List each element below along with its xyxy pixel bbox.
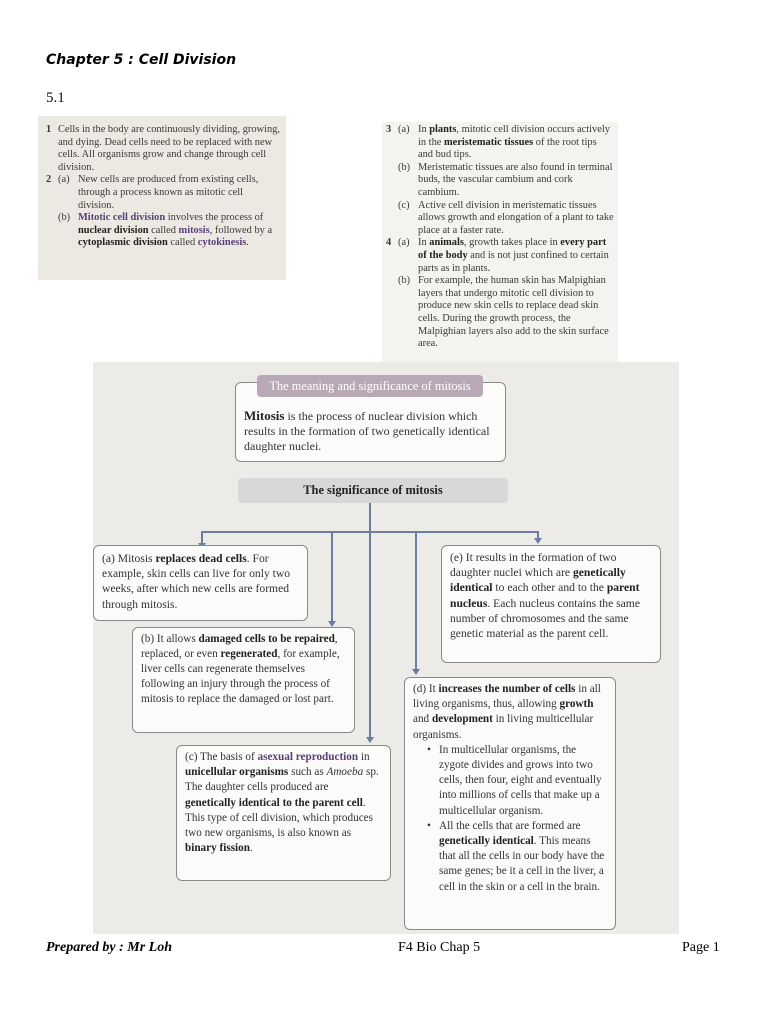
footer-page-number: Page 1	[682, 940, 720, 955]
connector-bar	[201, 531, 539, 533]
box-label: (c)	[185, 751, 198, 763]
box-label: (d)	[413, 683, 427, 695]
significance-box-b: (b) It allows damaged cells to be repaired, replaced, or even regenerated, for example, liver cells can regenerate themselves following an injury through the process of mitosis to replace the damaged or lost part.	[132, 627, 355, 733]
connector-d	[415, 531, 417, 671]
notes-left-panel	[38, 116, 286, 280]
chapter-title: Chapter 5 : Cell Division	[46, 52, 237, 68]
note-3b	[386, 162, 614, 200]
significance-box-e: (e) It results in the formation of two daughter nuclei which are genetically identical to each other and to the parent nucleus. Each nucleus contains the same number of chromosomes and the same genetic material as the parent cell.	[441, 545, 661, 663]
note-text: Meristematic tissues are also found in terminal buds, the vascular cambium and cork cambium.	[418, 161, 613, 198]
notes-right-panel	[382, 122, 618, 364]
note-text: In animals, growth takes place in every part of the body and is not just confined to certain parts as in plants.	[418, 237, 609, 274]
section-number: 5.1	[46, 90, 65, 106]
box-d-bullet-2: • All the cells that are formed are genetically identical. This means that all the cells in our body have the same genes; be it a cell in the liver, a cell in the skin or a cell in the brain.	[427, 819, 605, 893]
box-label: (e)	[450, 551, 463, 564]
note-4b	[386, 275, 614, 351]
note-sub-label: (a)	[58, 174, 70, 186]
box-label: (b)	[141, 633, 155, 645]
note-text: Cells in the body are continuously dividing, growing, and dying. Dead cells need to be replaced with new cells. All organisms grow and change through cell division.	[58, 124, 280, 173]
note-3a	[386, 124, 614, 162]
note-number: 4	[386, 237, 392, 249]
box-d-intro: (d) It increases the number of cells in all living organisms, thus, allowing growth and development in living multicellular organisms.	[413, 683, 601, 741]
note-text: In plants, mitotic cell division occurs actively in the meristematic tissues of the root tips and bud tips.	[418, 124, 610, 161]
note-sub-label: (b)	[398, 161, 411, 173]
note-2a	[46, 174, 280, 212]
significance-box-c: (c) The basis of asexual reproduction in unicellular organisms such as Amoeba sp. The daughter cells produced are genetically identical to the parent cell. This type of cell division, which produces two new organisms, is also known as binary fission.	[176, 745, 391, 881]
note-3c	[386, 200, 614, 238]
note-sub-label: (b)	[398, 275, 411, 287]
note-sub-label: (c)	[398, 199, 410, 211]
note-sub-label: (a)	[398, 237, 410, 249]
note-number: 1	[46, 124, 52, 135]
note-4a	[386, 237, 614, 275]
footer-course: F4 Bio Chap 5	[398, 940, 481, 955]
arrow-d	[412, 669, 420, 675]
note-number: 2	[46, 174, 52, 186]
footer-prepared-by: Prepared by : Mr Loh	[46, 940, 172, 955]
connector-trunk	[369, 503, 371, 739]
arrow-c	[366, 737, 374, 743]
significance-header: The significance of mitosis	[238, 478, 508, 503]
meaning-header: The meaning and significance of mitosis	[257, 375, 483, 397]
connector-b	[331, 531, 333, 623]
note-text: New cells are produced from existing cells, through a process known as mitotic cell division.	[78, 174, 259, 211]
note-1	[46, 124, 280, 174]
note-text: Mitotic cell division involves the process of nuclear division called mitosis, followed by a cytoplasmic division called cytokinesis.	[78, 212, 273, 249]
significance-box-d	[404, 677, 616, 930]
arrow-e	[534, 538, 542, 544]
significance-box-a: (a) Mitosis replaces dead cells. For example, skin cells can live for only two weeks, after which new cells are formed through mitosis.	[93, 545, 308, 621]
note-sub-label: (a)	[398, 124, 410, 135]
box-label: (a)	[102, 552, 115, 565]
note-sub-label: (b)	[58, 212, 71, 224]
note-2b	[46, 212, 280, 250]
definition-box: Mitosis is the process of nuclear division which results in the formation of two genetically identical daughter nuclei.	[235, 382, 506, 462]
box-d-bullet-1: • In multicellular organisms, the zygote divides and grows into two cells, then four, eight and eventually into millions of cells that make up a multicellular organism.	[427, 743, 602, 817]
note-text: Active cell division in meristematic tissues allows growth and elongation of a plant to take place at a faster rate.	[418, 199, 614, 236]
note-text: For example, the human skin has Malpighian layers that undergo mitotic cell division to produce new skin cells to replace dead skin cells. During the growth process, the Malpighian layers also add to the skin surface area.	[418, 275, 609, 350]
note-number: 3	[386, 124, 392, 135]
